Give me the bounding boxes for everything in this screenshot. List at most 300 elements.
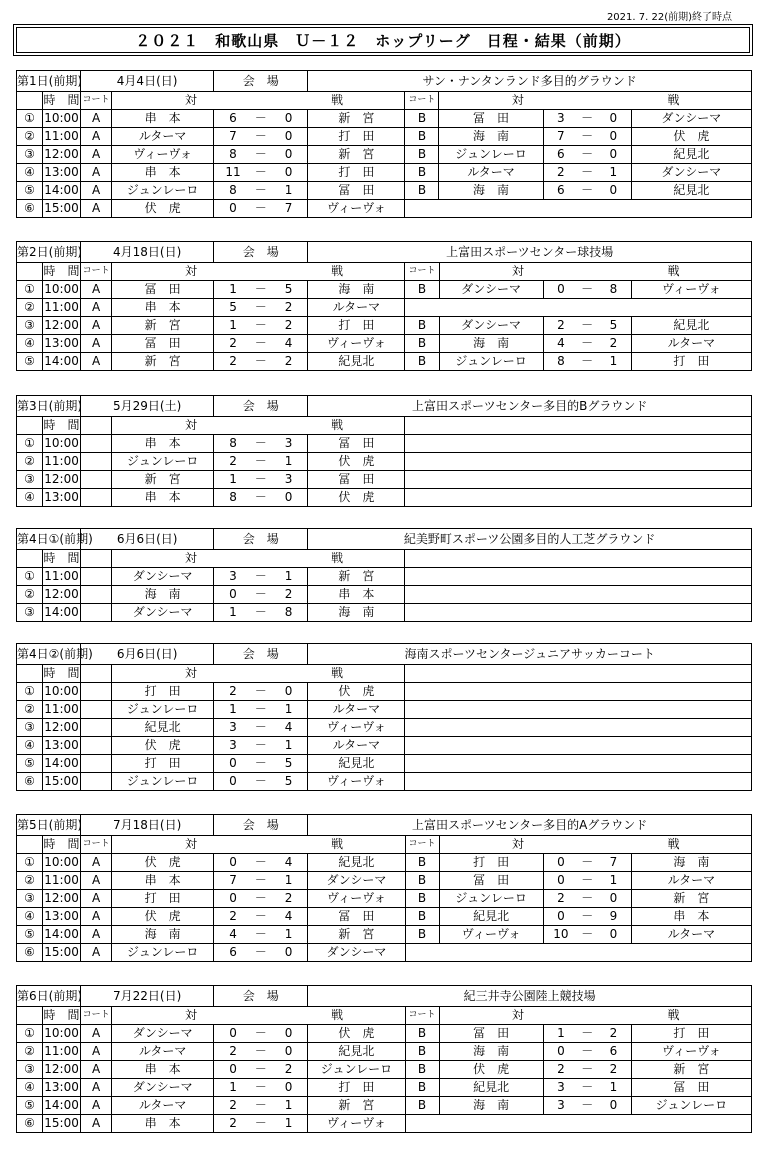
home-score: 4 — [543, 335, 578, 353]
court-label: A — [81, 182, 112, 200]
court-label: B — [405, 281, 439, 299]
away-score: 0 — [270, 128, 308, 146]
spacer-cell — [405, 944, 752, 962]
court-label: B — [405, 1061, 439, 1079]
kickoff-time: 14:00 — [43, 1097, 81, 1115]
spacer-cell — [405, 755, 752, 773]
court-label: B — [405, 1097, 439, 1115]
away-team: ジュンレーロ — [308, 1061, 405, 1079]
away-score: 1 — [270, 568, 308, 586]
match-row — [17, 773, 752, 791]
away-team: 海 南 — [308, 281, 405, 299]
venue-label: 会 場 — [214, 396, 308, 417]
spacer-cell — [405, 773, 752, 791]
away-team: ヴィーヴォ — [631, 281, 751, 299]
home-team: 串 本 — [112, 435, 214, 453]
away-team: 海 南 — [308, 604, 405, 622]
kickoff-time: 15:00 — [43, 773, 81, 791]
away-team: ヴィーヴォ — [308, 890, 405, 908]
home-team: 伏 虎 — [112, 737, 214, 755]
match-number: ③ — [17, 890, 43, 908]
vs-header: 対 — [112, 1007, 270, 1025]
kickoff-time: 14:00 — [43, 353, 81, 371]
home-team: ジュンレーロ — [112, 944, 214, 962]
vs-header: 対 — [112, 836, 270, 854]
away-team: 串 本 — [308, 586, 405, 604]
home-team: ダンシーマ — [112, 1025, 214, 1043]
kickoff-time: 15:00 — [43, 1115, 81, 1133]
score-dash: － — [252, 701, 270, 719]
score-dash: － — [252, 353, 270, 371]
away-team: ダンシーマ — [308, 872, 405, 890]
home-score: 0 — [214, 1025, 252, 1043]
vs-header: 対 — [439, 92, 596, 110]
home-team: ジュンレーロ — [439, 146, 543, 164]
match-number: ② — [17, 299, 43, 317]
away-score: 1 — [270, 453, 308, 471]
away-score: 0 — [270, 944, 308, 962]
home-score: 0 — [543, 854, 578, 872]
match-row — [17, 1043, 752, 1061]
venue-label: 会 場 — [214, 644, 308, 665]
away-team: ルターマ — [631, 335, 751, 353]
match-number: ⑤ — [17, 1097, 43, 1115]
match-row — [17, 586, 752, 604]
kickoff-time: 14:00 — [43, 755, 81, 773]
vs-header: 戦 — [270, 417, 405, 435]
match-row — [17, 604, 752, 622]
home-score: 8 — [214, 489, 252, 507]
time-header: 時 間 — [43, 836, 81, 854]
score-dash: － — [252, 1025, 270, 1043]
no-header — [17, 665, 43, 683]
kickoff-time: 11:00 — [43, 1043, 81, 1061]
home-team: 串 本 — [112, 1115, 214, 1133]
match-number: ① — [17, 435, 43, 453]
home-score: 0 — [543, 281, 578, 299]
vs-header: 戦 — [270, 263, 405, 281]
score-dash: － — [252, 435, 270, 453]
match-row — [17, 926, 752, 944]
away-score: 0 — [270, 683, 308, 701]
match-row — [17, 435, 752, 453]
match-date: 7月22日(日) — [81, 986, 214, 1007]
home-score: 1 — [214, 701, 252, 719]
match-number: ③ — [17, 317, 43, 335]
court-header: コート — [81, 836, 112, 854]
away-score: 4 — [270, 335, 308, 353]
venue-name: サン・ナンタンランド多目的グラウンド — [308, 71, 752, 92]
vs-header: 対 — [439, 263, 596, 281]
venue-label: 会 場 — [214, 815, 308, 836]
kickoff-time: 14:00 — [43, 182, 81, 200]
home-score: 2 — [214, 353, 252, 371]
away-team: ルターマ — [308, 737, 405, 755]
match-number: ④ — [17, 1079, 43, 1097]
score-dash: － — [252, 683, 270, 701]
vs-header: 戦 — [596, 92, 751, 110]
away-score: 0 — [596, 1097, 631, 1115]
away-team: ルターマ — [631, 926, 751, 944]
away-score: 0 — [596, 182, 631, 200]
score-dash: － — [252, 872, 270, 890]
match-date: 7月18日(日) — [81, 815, 214, 836]
spacer-cell — [81, 435, 112, 453]
away-team: 紀見北 — [308, 353, 405, 371]
kickoff-time: 11:00 — [43, 701, 81, 719]
away-team: 串 本 — [631, 908, 751, 926]
home-team: 紀見北 — [439, 1079, 543, 1097]
column-header-row — [17, 550, 752, 568]
home-team: 新 宮 — [112, 353, 214, 371]
home-team: 伏 虎 — [112, 200, 214, 218]
away-team: ジュンレーロ — [631, 1097, 751, 1115]
spacer-cell — [81, 489, 112, 507]
status-note: 2021. 7. 22(前期)終了時点 — [606, 12, 732, 23]
home-team: 冨 田 — [439, 1025, 543, 1043]
away-team: ルターマ — [631, 872, 751, 890]
home-team: 串 本 — [112, 164, 214, 182]
away-score: 7 — [596, 854, 631, 872]
score-dash: － — [252, 317, 270, 335]
score-dash: － — [578, 926, 596, 944]
home-team: 打 田 — [439, 854, 543, 872]
away-score: 2 — [270, 299, 308, 317]
home-score: 0 — [214, 1061, 252, 1079]
court-header: コート — [81, 1007, 112, 1025]
time-header: 時 間 — [43, 665, 81, 683]
kickoff-time: 11:00 — [43, 128, 81, 146]
score-dash: － — [252, 854, 270, 872]
court-label: B — [405, 926, 439, 944]
day-name: 第4日①(前期) — [17, 529, 81, 550]
court-label: B — [405, 317, 439, 335]
day-name: 第2日(前期) — [17, 242, 81, 263]
kickoff-time: 10:00 — [43, 281, 81, 299]
spacer-cell — [81, 665, 112, 683]
away-team: 新 宮 — [308, 1097, 405, 1115]
court-header: コート — [81, 92, 112, 110]
kickoff-time: 10:00 — [43, 854, 81, 872]
spacer-cell — [81, 701, 112, 719]
home-score: 7 — [214, 872, 252, 890]
home-team: ジュンレーロ — [112, 182, 214, 200]
match-number: ③ — [17, 604, 43, 622]
score-dash: － — [252, 299, 270, 317]
day-table — [16, 814, 752, 962]
day-name: 第1日(前期) — [17, 71, 81, 92]
match-row — [17, 1097, 752, 1115]
match-row — [17, 890, 752, 908]
court-label: A — [81, 317, 112, 335]
court-label: A — [81, 128, 112, 146]
day-name: 第4日②(前期) — [17, 644, 81, 665]
court-label: A — [81, 281, 112, 299]
match-date: 6月6日(日) — [81, 644, 214, 665]
kickoff-time: 14:00 — [43, 604, 81, 622]
vs-header: 戦 — [270, 92, 405, 110]
court-label: B — [405, 1079, 439, 1097]
score-dash: － — [578, 1025, 596, 1043]
away-team: ダンシーマ — [631, 110, 751, 128]
vs-header: 対 — [439, 1007, 596, 1025]
away-score: 0 — [270, 164, 308, 182]
score-dash: － — [252, 890, 270, 908]
away-score: 2 — [270, 1061, 308, 1079]
match-number: ② — [17, 1043, 43, 1061]
spacer-cell — [81, 568, 112, 586]
court-label: A — [81, 110, 112, 128]
match-number: ④ — [17, 737, 43, 755]
match-number: ④ — [17, 908, 43, 926]
match-row — [17, 568, 752, 586]
home-team: ダンシーマ — [112, 604, 214, 622]
court-header: コート — [405, 92, 439, 110]
score-dash: － — [578, 890, 596, 908]
away-team: 冨 田 — [308, 908, 405, 926]
match-number: ⑤ — [17, 182, 43, 200]
court-label: A — [81, 944, 112, 962]
vs-header: 戦 — [270, 665, 405, 683]
away-team: 伏 虎 — [308, 1025, 405, 1043]
match-number: ① — [17, 854, 43, 872]
day-name: 第6日(前期) — [17, 986, 81, 1007]
away-score: 1 — [596, 164, 631, 182]
match-number: ④ — [17, 489, 43, 507]
home-team: 紀見北 — [439, 908, 543, 926]
home-score: 7 — [214, 128, 252, 146]
spacer-cell — [405, 417, 752, 435]
spacer-cell — [405, 200, 752, 218]
score-dash: － — [578, 1061, 596, 1079]
score-dash: － — [252, 926, 270, 944]
spacer-cell — [405, 683, 752, 701]
venue-name: 紀美野町スポーツ公園多目的人工芝グラウンド — [308, 529, 752, 550]
home-score: 10 — [543, 926, 578, 944]
away-score: 0 — [596, 146, 631, 164]
score-dash: － — [252, 182, 270, 200]
home-score: 1 — [214, 1079, 252, 1097]
home-team: 打 田 — [112, 755, 214, 773]
score-dash: － — [252, 453, 270, 471]
home-score: 3 — [214, 568, 252, 586]
home-team: ジュンレーロ — [112, 453, 214, 471]
kickoff-time: 12:00 — [43, 890, 81, 908]
home-team: ジュンレーロ — [112, 773, 214, 791]
home-score: 1 — [214, 471, 252, 489]
court-label: A — [81, 353, 112, 371]
away-score: 4 — [270, 908, 308, 926]
score-dash: － — [578, 1043, 596, 1061]
match-number: ③ — [17, 146, 43, 164]
away-team: 冨 田 — [308, 471, 405, 489]
away-score: 1 — [270, 182, 308, 200]
court-label: A — [81, 1025, 112, 1043]
court-label: B — [405, 908, 439, 926]
spacer-cell — [405, 435, 752, 453]
column-header-row — [17, 665, 752, 683]
match-number: ⑤ — [17, 353, 43, 371]
vs-header: 対 — [112, 550, 270, 568]
home-score: 3 — [543, 1079, 578, 1097]
score-dash: － — [252, 773, 270, 791]
time-header: 時 間 — [43, 417, 81, 435]
home-score: 2 — [543, 164, 578, 182]
home-team: 冨 田 — [112, 335, 214, 353]
away-score: 1 — [270, 926, 308, 944]
match-row — [17, 719, 752, 737]
away-score: 2 — [270, 317, 308, 335]
away-score: 2 — [596, 1061, 631, 1079]
home-score: 0 — [543, 908, 578, 926]
away-team: 打 田 — [308, 1079, 405, 1097]
spacer-cell — [405, 568, 752, 586]
court-label: B — [405, 1025, 439, 1043]
column-header-row — [17, 1007, 752, 1025]
home-score: 6 — [543, 146, 578, 164]
away-team: 海 南 — [631, 854, 751, 872]
kickoff-time: 11:00 — [43, 299, 81, 317]
score-dash: － — [252, 164, 270, 182]
match-row — [17, 146, 752, 164]
court-header: コート — [405, 1007, 439, 1025]
match-number: ⑥ — [17, 1115, 43, 1133]
vs-header: 対 — [439, 836, 596, 854]
vs-header: 対 — [112, 92, 270, 110]
home-team: 伏 虎 — [112, 908, 214, 926]
home-score: 0 — [214, 755, 252, 773]
score-dash: － — [578, 182, 596, 200]
court-label: A — [81, 1115, 112, 1133]
score-dash: － — [578, 908, 596, 926]
kickoff-time: 13:00 — [43, 737, 81, 755]
home-team: ダンシーマ — [112, 568, 214, 586]
vs-header: 対 — [112, 263, 270, 281]
score-dash: － — [252, 737, 270, 755]
spacer-cell — [405, 586, 752, 604]
away-score: 1 — [596, 872, 631, 890]
court-label: B — [405, 872, 439, 890]
score-dash: － — [252, 1043, 270, 1061]
vs-header: 対 — [112, 665, 270, 683]
home-team: 串 本 — [112, 489, 214, 507]
away-team: 打 田 — [308, 128, 405, 146]
home-team: ジュンレーロ — [439, 890, 543, 908]
day-table — [16, 241, 752, 371]
court-label: B — [405, 890, 439, 908]
score-dash: － — [578, 164, 596, 182]
day-header-row — [17, 242, 752, 263]
score-dash: － — [252, 110, 270, 128]
match-row — [17, 200, 752, 218]
home-score: 11 — [214, 164, 252, 182]
no-header — [17, 1007, 43, 1025]
spacer-cell — [81, 719, 112, 737]
kickoff-time: 13:00 — [43, 335, 81, 353]
kickoff-time: 10:00 — [43, 110, 81, 128]
away-score: 0 — [270, 110, 308, 128]
spacer-cell — [405, 299, 752, 317]
column-header-row — [17, 263, 752, 281]
away-score: 9 — [596, 908, 631, 926]
away-score: 4 — [270, 719, 308, 737]
home-score: 3 — [543, 1097, 578, 1115]
match-row — [17, 1061, 752, 1079]
away-score: 4 — [270, 854, 308, 872]
home-team: 串 本 — [112, 110, 214, 128]
away-team: ダンシーマ — [308, 944, 405, 962]
spacer-cell — [405, 489, 752, 507]
no-header — [17, 550, 43, 568]
away-team: 新 宮 — [631, 1061, 751, 1079]
away-team: 打 田 — [631, 353, 751, 371]
away-team: ダンシーマ — [631, 164, 751, 182]
score-dash: － — [578, 128, 596, 146]
day-name: 第5日(前期) — [17, 815, 81, 836]
match-row — [17, 299, 752, 317]
home-team: 海 南 — [112, 926, 214, 944]
score-dash: － — [252, 1079, 270, 1097]
away-score: 6 — [596, 1043, 631, 1061]
spacer-cell — [81, 773, 112, 791]
home-team: ヴィーヴォ — [112, 146, 214, 164]
day-header-row — [17, 529, 752, 550]
match-number: ⑤ — [17, 926, 43, 944]
kickoff-time: 12:00 — [43, 471, 81, 489]
away-score: 0 — [596, 890, 631, 908]
match-number: ① — [17, 683, 43, 701]
time-header: 時 間 — [43, 92, 81, 110]
kickoff-time: 13:00 — [43, 1079, 81, 1097]
match-number: ③ — [17, 471, 43, 489]
away-team: ヴィーヴォ — [631, 1043, 751, 1061]
spacer-cell — [81, 683, 112, 701]
away-score: 1 — [270, 872, 308, 890]
home-team: ルターマ — [112, 128, 214, 146]
home-team: 海 南 — [439, 335, 543, 353]
venue-name: 海南スポーツセンタージュニアサッカーコート — [308, 644, 752, 665]
home-team: 串 本 — [112, 1061, 214, 1079]
home-team: 海 南 — [439, 1097, 543, 1115]
away-team: 伏 虎 — [308, 489, 405, 507]
home-score: 8 — [214, 182, 252, 200]
court-label: B — [405, 146, 439, 164]
home-team: 伏 虎 — [112, 854, 214, 872]
away-team: 新 宮 — [631, 890, 751, 908]
spacer-cell — [405, 604, 752, 622]
home-score: 6 — [543, 182, 578, 200]
kickoff-time: 13:00 — [43, 908, 81, 926]
spacer-cell — [81, 586, 112, 604]
day-header-row — [17, 71, 752, 92]
match-row — [17, 128, 752, 146]
away-score: 2 — [270, 586, 308, 604]
home-score: 8 — [214, 146, 252, 164]
kickoff-time: 11:00 — [43, 568, 81, 586]
score-dash: － — [252, 944, 270, 962]
away-team: 打 田 — [308, 164, 405, 182]
home-score: 5 — [214, 299, 252, 317]
away-score: 1 — [270, 1115, 308, 1133]
court-label: B — [405, 1043, 439, 1061]
match-date: 5月29日(土) — [81, 396, 214, 417]
away-team: ヴィーヴォ — [308, 719, 405, 737]
home-score: 0 — [214, 854, 252, 872]
kickoff-time: 12:00 — [43, 1061, 81, 1079]
score-dash: － — [252, 281, 270, 299]
home-team: 海 南 — [439, 1043, 543, 1061]
spacer-cell — [81, 417, 112, 435]
